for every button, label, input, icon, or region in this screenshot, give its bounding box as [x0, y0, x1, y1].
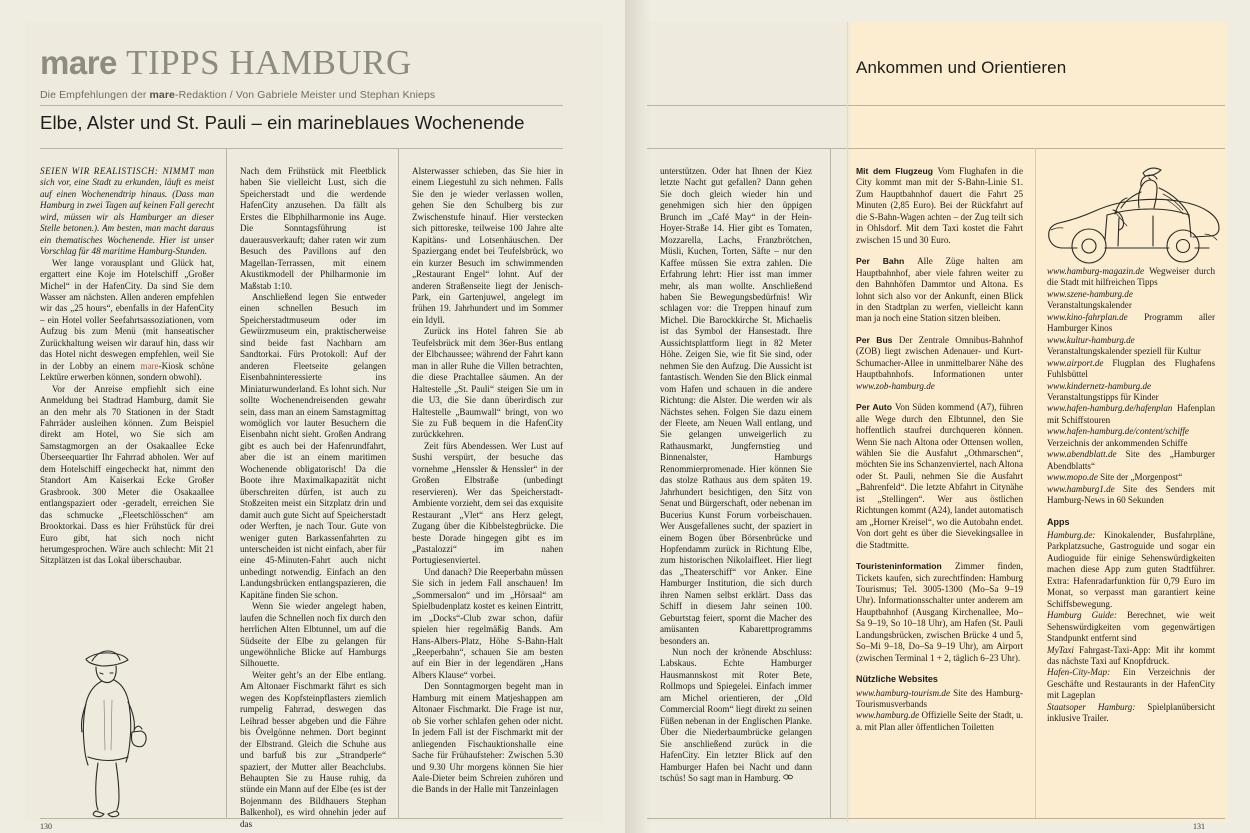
- col1-p2-a: Wer lange vorausplant und Glück hat, ergattert eine Koje im Hotelschiff „Großer Michel“ in der HafenCity. Da sind Sie dem Wasser am nächsten. Allen anderen empfehlen wir das „25 hours“, ebenfalls in der HafenCity – ein Hotel voller Seefahrtsassoziationen, vom Aufzug bis zum Menü (mit hanseatischer Zurückhaltung weisen wir darauf hin, dass wir das Hotel nicht deswegen empfehlen, weil Sie in der Lobby an einem: [40, 257, 214, 371]
- website-url[interactable]: www.mopo.de: [1047, 472, 1101, 483]
- sidebar-edge-rule: [847, 22, 848, 822]
- apps-heading: Apps: [1047, 516, 1070, 527]
- right-column-4: [660, 166, 812, 784]
- sidebar-entries: [856, 166, 1023, 733]
- right-page: [625, 0, 1250, 833]
- website-entry: www.mopo.de Site der „Morgenpost“: [1047, 472, 1183, 483]
- left-column-1: [40, 166, 214, 567]
- sidebar-column-2: [1047, 166, 1215, 725]
- sidebar-entry: Mit dem Flugzeug Vom Flughafen in die City kommt man mit der S-Bahn-Linie S1. Zum Hauptbahnhof dauert die Fahrt 25 Minuten (2,85 Euro). Bei der Rückfahrt auf die S-Bahn-Wagen achten – der Zug teilt sich in Ohlsdorf. Mit dem Taxi kostet die Fahrt zwischen 15 und 30 Euro.: [856, 166, 1023, 245]
- masthead-title: [40, 45, 560, 82]
- col1-paragraph-3: Vor der Anreise empfiehlt sich eine Anmeldung bei Stadtrad Hamburg, damit Sie an den mehr als 70 Stationen in der Stadt Fahrräder ausleihen können. Zum Beispiel direkt am Hotel, wo Sie sich am Samstagmorgen an der Osakaallee Ecke Überseequartier Ihr Fahrrad abholen. Wer auf dem Hotelschiff eingecheckt hat, nimmt den Standort Am Kaiserkai Ecke Großer Grasbrook. 300 Meter die Osakaallee entlangspaziert oder -geradelt, erreichen Sie das schmucke „Fleetschlösschen“ am Brooktorkai. Dass es hier Frühstück für drei Euro gibt, hat sich noch nicht herumgesprochen. Wäre auch schlecht: Mit 21 Sitzplätzen ist das Lokal überschaubar.: [40, 383, 214, 566]
- app-entry: Hamburg.de: Kinokalender, Busfahrpläne, Parkplatzsuche, Gastroguide und sogar ein Audioguide für einige Sehenswürdigkeiten machen diese App zum guten Stadtführer. Extra: Hafenradarfunktion für 0,79 Euro im Monat, so verpasst man garantiert keine Schiffsbewegung.: [1047, 529, 1215, 609]
- app-entry: MyTaxi Fahrgast-Taxi-App: Mit ihr kommt das nächste Taxi auf Knopfdruck.: [1047, 644, 1216, 666]
- sidebar-entry: Per Bahn Alle Züge halten am Hauptbahnhof, aber viele fahren weiter zu den Bahnhöfen Dammtor und Altona. Es lohnt sich also vor der Ankunft, einen Blick in den Stadtplan zu werfen, vielleicht kann man ja noch eine Station sitzen bleiben.: [856, 256, 1023, 324]
- masthead-subtitle-pre: Die Empfehlungen der: [40, 88, 150, 101]
- website-url[interactable]: www.hafen-hamburg.de/hafenplan: [1047, 403, 1178, 414]
- masthead-subtitle-post: -Redaktion / Von Gabriele Meister und Stephan Knieps: [175, 88, 436, 101]
- app-entry: Hafen-City-Map: Ein Verzeichnis der Geschäfte und Restaurants in der HafenCity mit Lageplan: [1047, 667, 1215, 701]
- website-url[interactable]: www.szene-hamburg.de: [1047, 288, 1133, 299]
- website-entry: www.hafen-hamburg.de/hafenplan Hafenplan mit Schiffstouren: [1047, 403, 1215, 425]
- folio-right: 131: [1193, 822, 1205, 831]
- column-rule-3: [830, 148, 831, 818]
- website-url[interactable]: www.hamburg.de: [856, 710, 922, 721]
- website-url[interactable]: www.airport.de: [1047, 357, 1113, 368]
- website-entry: www.hamburg.de Offizielle Seite der Stadt, u. a. mit Plan aller öffentlichen Toiletten: [856, 710, 1023, 732]
- app-name: Hafen-City-Map:: [1047, 667, 1123, 678]
- masthead-title-rest: TIPPS HAMBURG: [126, 43, 412, 82]
- column-rule-4: [1035, 148, 1036, 818]
- sidebar-entry-label: Per Auto: [856, 402, 895, 413]
- col2-paragraph-2: Anschließend legen Sie entweder einen schnellen Besuch im Speicherstadtmuseum oder im Gewürzmuseum ein, praktischerweise sind beide fast Nachbarn am Sandtorkai. Fürs Protokoll: Auf der anderen Fleetseite gelangen Eisenbahninteressierte ins Miniaturwunderland. Es lohnt sich. Nur sollte Wochenendreisenden gewahr sein, dass man an einem Samstagmittag womöglich vor lauter Besuchern die Eisenbahn nicht sieht. Großen Andrang gibt es auch bei der Hafenrundfahrt, aber die ist an einem maritimen Wochenende obligatorisch! Da die Boote ihre Maximalkapazität nicht überschreiten dürfen, ist auch zu Stoßzeiten meist ein Sitzplatz drin und damit auch gute Sicht auf Speicherstadt oder Werften, je nach Tour. Gute von weniger guten Barkassenfahrten zu unterscheiden ist nicht einfach, aber für eine 45-Minuten-Fahrt auch nicht unbedingt notwendig. Einfach an den Landungsbrücken entlangspazieren, die Kapitäne finden Sie schon.: [240, 291, 386, 600]
- app-name: MyTaxi: [1047, 644, 1080, 655]
- folio-left: 130: [40, 822, 52, 831]
- col1-paragraph-2: [40, 258, 214, 384]
- website-url[interactable]: www.hamburg-tourism.de: [856, 687, 954, 698]
- website-entry: www.kultur-hamburg.de Veranstaltungskalender speziell für Kultur: [1047, 334, 1201, 357]
- col4-paragraph-2: [660, 647, 812, 784]
- masthead-brand: mare: [40, 44, 117, 81]
- app-name: Hamburg.de:: [1047, 529, 1105, 540]
- website-url[interactable]: www.kultur-hamburg.de: [1047, 334, 1135, 345]
- mare-kiosk-reference: mare: [140, 360, 159, 371]
- website-entry: www.hafen-hamburg.de/content/schiffe Verzeichnis der ankommenden Schiffe: [1047, 426, 1189, 448]
- masthead-subtitle: [40, 89, 560, 101]
- col3-paragraph-3: Zeit fürs Abendessen. Wer Lust auf Sushi verspürt, der besuche das vornehme „Henssler & Henssler“ in der Großen Elbstraße (unbedingt reservieren). Wer das Speicherstadt-Ambiente vorzieht, dem sei das exquisite Restaurant „Vlet“ ans Herz gelegt, Zugang über die Kibbelstegbrücke. Die beste Dorade hingegen gibt es im „Pastalozzi“ im nahen Portugiesenviertel.: [412, 440, 563, 566]
- right-top-rule: [647, 105, 1225, 106]
- col3-paragraph-5: Den Sonntagmorgen begeht man in Hamburg mit einem Matjeshappen am Altonaer Fischmarkt. Die Frage ist nur, ob Sie vorher schlafen gehen oder nicht. In jedem Fall ist der Fischmarkt mit der anliegenden Fischauktionshalle eine Sache für Frühaufsteher: Zwischen 5.30 und 9.30 Uhr morgens können Sie hier Aale-Dieter beim Schreien zuhören und die Bands in der Halle mit Tanzeinlagen: [412, 681, 563, 795]
- col3-paragraph-4: Und danach? Die Reeperbahn müssen Sie sich in jedem Fall anschauen! Im „Sommersalon“ und im „Hörsaal“ am Spielbudenplatz kostet es keinen Eintritt, im „Docks“-Club zwar schon, dafür spielen hier regelmäßig Bands. Am Hans-Albers-Platz, Höhe S-Bahn-Halt „Reeperbahn“, schauen Sie am besten auf ein Bier in der legendären „Hans Albers Klause“ vorbei.: [412, 566, 563, 680]
- website-url[interactable]: www.abendblatt.de: [1047, 449, 1126, 460]
- masthead-divider: [40, 105, 563, 106]
- lead-paragraph: [40, 166, 214, 258]
- sidebar-column-1: [856, 166, 1023, 733]
- app-name: Hamburg Guide:: [1047, 610, 1127, 621]
- website-url[interactable]: www.kindernetz-hamburg.de: [1047, 380, 1152, 391]
- sidebar-entry: Per Bus Der Zentrale Omnibus-Bahnhof (ZOB) liegt zwischen Adenauer- und Kurt-Schumacher-Allee in unmittelbarer Nähe des Hauptbahnhofs. Informationen unter www.zob-hamburg.de: [856, 334, 1023, 391]
- col1-p2-b: -Kiosk schöne Lektüre erwerben können, sondern obwohl).: [40, 360, 214, 383]
- col2-paragraph-3: Wenn Sie wieder angelegt haben, laufen die Schnellen noch fix durch den herrlichen Alten Elbtunnel, um auf die Südseite der Elbe zu gelangen für ungewöhnliche Blicke auf Hamburgs Silhouette.: [240, 601, 386, 669]
- column-rule-2: [398, 148, 399, 818]
- website-entry: www.airport.de Flugplan des Flughafens Fuhlsbüttel: [1047, 357, 1215, 380]
- sidebar-entry-label: Per Bahn: [856, 256, 918, 267]
- col2-paragraph-4: Weiter geht’s an der Elbe entlang. Am Altonaer Fischmarkt fährt es sich wegen des Kopfsteinpflasters ziemlich rumpelig Fahrrad, deswegen das Leihrad besser abgeben und die Fähre bis Övelgönne nehmen. Dort beginnt der Elbstrand. Gleich die Schuhe aus und barfuß bis zur „Strandperle“ spaziert, der Mutter aller Beachclubs. Behaupten Sie zu Hause ruhig, da stünde ein Mann auf der Elbe (es ist der Bojenmann des Bildhauers Stephan Balkenhol), es wird ohnehin jeder auf das: [240, 669, 386, 829]
- website-entry: www.hamburg-magazin.de Wegweiser durch die Stadt mit hilfreichen Tipps: [1047, 266, 1215, 288]
- sidebar-entry: Per Auto Von Süden kommend (A7), führen alle Wege durch den Elbtunnel, den Sie hoffentlich staufrei durchqueren können. Wenn Sie nach Altona oder Ottensen wollen, wählen Sie die Ausfahrt „Othmarschen“, möchten Sie ins Schanzenviertel, nach Altona oder St. Pauli, nehmen Sie die Ausfahrt „Bahrenfeld“. Die letzte Abfahrt in Citynähe ist „Stellingen“. Wer aus östlichen Richtungen kommt (A24), landet automatisch am „Horner Kreisel“, wo die Autobahn endet. Von dort geht es über die Sievekingsallee in die Stadtmitte.: [856, 402, 1023, 550]
- app-entry: Hamburg Guide: Berechnet, wie weit Sehenswürdigkeiten vom gegenwärtigen Standpunkt entfernt sind: [1047, 610, 1216, 644]
- website-entry: www.kindernetz-hamburg.de Veranstaltungstipps für Kinder: [1047, 380, 1159, 402]
- sidebar-websites-continued: [1047, 266, 1215, 725]
- lead-small-caps: SEIEN WIR REALISTISCH: NIMMT: [40, 166, 195, 176]
- col4-p2-text: Nun noch der krönende Abschluss: Labskaus. Echte Hamburger Hausmannskost mit Roter Bete, Rollmops und Spiegelei. Einfach immer am Michel orientieren, der „Old Commercial Room“ liegt direkt zu seinen Füßen nebenan in der Englischen Planke. Über die Niederbaumbrücke gelangen Sie anschließend zurück in die HafenCity. Ein letzter Blick auf den Hamburger Hafen bei Nacht und dann tschüs! So sagt man in Hamburg.: [660, 647, 812, 784]
- col4-paragraph-1: unterstützen. Oder hat Ihnen der Kiez letzte Nacht gut gefallen? Dann gehen Sie doch gleich wieder hin und genehmigen sich hier den üppigen Brunch im „Café May“ in der Hein-Hoyer-Straße 14. Hier gibt es Tomaten, Mozzarella, Lachs, Franzbrötchen, Müsli, Kuchen, Torten, Säfte – nur den Kaffee müssen Sie extra zahlen. Die Erfahrung lehrt: Hier isst man immer mehr, als man wollte. Anschließend haben Sie Bewegungsbedürfnis! Wir schlagen vor: die Treppen hinauf zum Michel. Die Barockkirche St. Michaelis ist das Symbol der Hansestadt. Ihre Aussichtsplattform liegt in 82 Meter Höhe. Zeigen Sie, wie fit Sie sind, oder nehmen Sie den Aufzug. Die Aussicht ist fantastisch. Wenden Sie den Blick einmal vom Hafen und schauen in die andere Richtung: die Alster. Die werden wir als Nächstes sehen. Folgen Sie dazu einem der Fleete, am Neuen Wall entlang, und Sie gelangen unweigerlich zu Rathausmarkt, Jungfernstieg und Binnenalster, Hamburgs Renommierpromenade. Hier können Sie das stolze Rathaus aus dem späten 19. Jahrhundert besichtigen, den Sitz von Senat und Bürgerschaft, oder nebenan im Bucerius Kunst Forum vorbeischauen. Wer Ausgefallenes sucht, der spaziert in einem Bogen über Börsenbrücke und Hopfendamm zurück in Richtung Elbe, zum historischen Nikolaifleet. Hier liegt das „Theaterschiff“ vor Anker. Eine Hamburger Institution, die sich durch ihren Namen selbst erklärt. Dass das Schiff in diesem Jahr seinen 100. Geburtstag feiert, spornt die Macher des amüsanten Kabarettprogramms besonders an.: [660, 166, 812, 646]
- website-entry: www.kino-fahrplan.de Programm aller Hamburger Kinos: [1047, 311, 1215, 334]
- left-column-3: [412, 166, 563, 796]
- website-entry: www.hamburg-tourism.de Site des Hamburg-Tourismusverbands: [856, 687, 1023, 710]
- website-entry: www.hamburg1.de Site des Senders mit Hamburg-News in 60 Sekunden: [1047, 483, 1215, 506]
- masthead-subtitle-brand: mare: [149, 88, 176, 101]
- sidebar-title: Ankommen und Orientieren: [856, 58, 1067, 77]
- sidebar-entry-label: Per Bus: [856, 334, 899, 345]
- col3-paragraph-2: Zurück ins Hotel fahren Sie ab Teufelsbrück mit dem 36er-Bus entlang der Elbchaussee; während der Fahrt kann man in aller Ruhe die Villen betrachten, die diese Prachtallee säumen. An der Haltestelle „St. Pauli“ steigen Sie um in die U3, die Sie dann überirdisch zur Haltestelle „Baumwall“ bringt, von wo Sie zu Fuß bequem in die HafenCity zurückkehren.: [412, 326, 563, 440]
- sidebar-entry-label: Mit dem Flugzeug: [856, 166, 938, 176]
- mare-endmark-icon: [783, 774, 793, 780]
- website-url[interactable]: www.kino-fahrplan.de: [1047, 311, 1145, 322]
- website-url[interactable]: www.hamburg1.de: [1047, 483, 1123, 494]
- lead-rest: man sich vor, eine Stadt zu erkunden, läuft es meist auf einen Wochenendtrip hinaus. (Dass man Hamburg in zwei Tagen auf keinen Fall gerecht wird, müssen wir als Hamburger an dieser Stelle betonen.). Am besten, man macht daraus ein thematisches Wochenende. Hier ist unser Vorschlag für 48 maritime Hamburg-Stunden.: [40, 166, 214, 257]
- website-entry: www.abendblatt.de Site des „Hamburger Abendblatts“: [1047, 449, 1215, 471]
- headline-divider: [40, 148, 563, 149]
- sidebar-entry-label: Touristeninformation: [856, 561, 956, 572]
- website-entry: www.szene-hamburg.de Veranstaltungskalender: [1047, 288, 1133, 311]
- column-rule-1: [226, 148, 227, 818]
- websites-heading: Nützliche Websites: [856, 674, 938, 685]
- website-url[interactable]: www.hafen-hamburg.de/content/schiffe: [1047, 426, 1189, 437]
- car-illustration-slot: [1047, 166, 1215, 266]
- article-headline: Elbe, Alster und St. Pauli – ein marineblaues Wochenende: [40, 112, 525, 133]
- sidebar-entry: Touristeninformation Zimmer finden, Tickets kaufen, sich zurechtfinden: Hamburg Tourismus; Tel. 3005-1300 (Mo–Sa 9–19 Uhr). Informationsschalter unter anderem am Hauptbahnhof (Ausgang Kirchenallee, Mo–Sa 9–19, So 10–18 Uhr), am Hafen (St. Pauli Landungsbrücken, zwischen Brücke 4 und 5, So–Mi 9–18, Do–Sa 9–19 Uhr), am Airport (zwischen Terminal 1 + 2, täglich 6–23 Uhr).: [856, 561, 1023, 663]
- right-head-rule: [647, 148, 1225, 149]
- col3-paragraph-1: Alsterwasser schieben, das Sie hier in einem Liegestuhl zu sich nehmen. Falls Sie den je wieder verlassen wollen, gehen Sie den Schulberg bis zur Zwischenstufe hinauf. Hier verstecken sich pittoreske, teilweise 100 Jahre alte Kapitäns- und Lotsenhäuschen. Der Spaziergang endet bei Teufelsbrück, wo ein kurzer Besuch im schwimmenden „Restaurant Engel“ lohnt. Auf der anderen Straßenseite liegt der Jenisch-Park, ein Gartenjuwel, angelegt im frühen 19. Jahrhundert und im Sommer ein Idyll.: [412, 166, 563, 325]
- sidebar-entry-link[interactable]: www.zob-hamburg.de: [856, 380, 935, 391]
- right-bottom-rule: [647, 818, 1225, 819]
- app-name: Staatsoper Hamburg:: [1047, 701, 1148, 712]
- website-url[interactable]: www.hamburg-magazin.de: [1047, 266, 1150, 276]
- masthead: [40, 45, 560, 101]
- app-entry: Staatsoper Hamburg: Spielplanübersicht inklusive Trailer.: [1047, 701, 1215, 724]
- left-column-2: [240, 166, 386, 830]
- col2-paragraph-1: Nach dem Frühstück mit Fleetblick haben Sie vielleicht Lust, sich die Speicherstadt und die werdende HafenCity anzusehen. Da fällt als Erstes die Elbphilharmonie ins Auge. Die Sonntagsführung ist dauerausverkauft; daher raten wir zum Besuch des Pavillons auf den Magellan-Terrassen, mit einem Akustikmodell der Philharmonie im Maßstab 1:10.: [240, 166, 386, 291]
